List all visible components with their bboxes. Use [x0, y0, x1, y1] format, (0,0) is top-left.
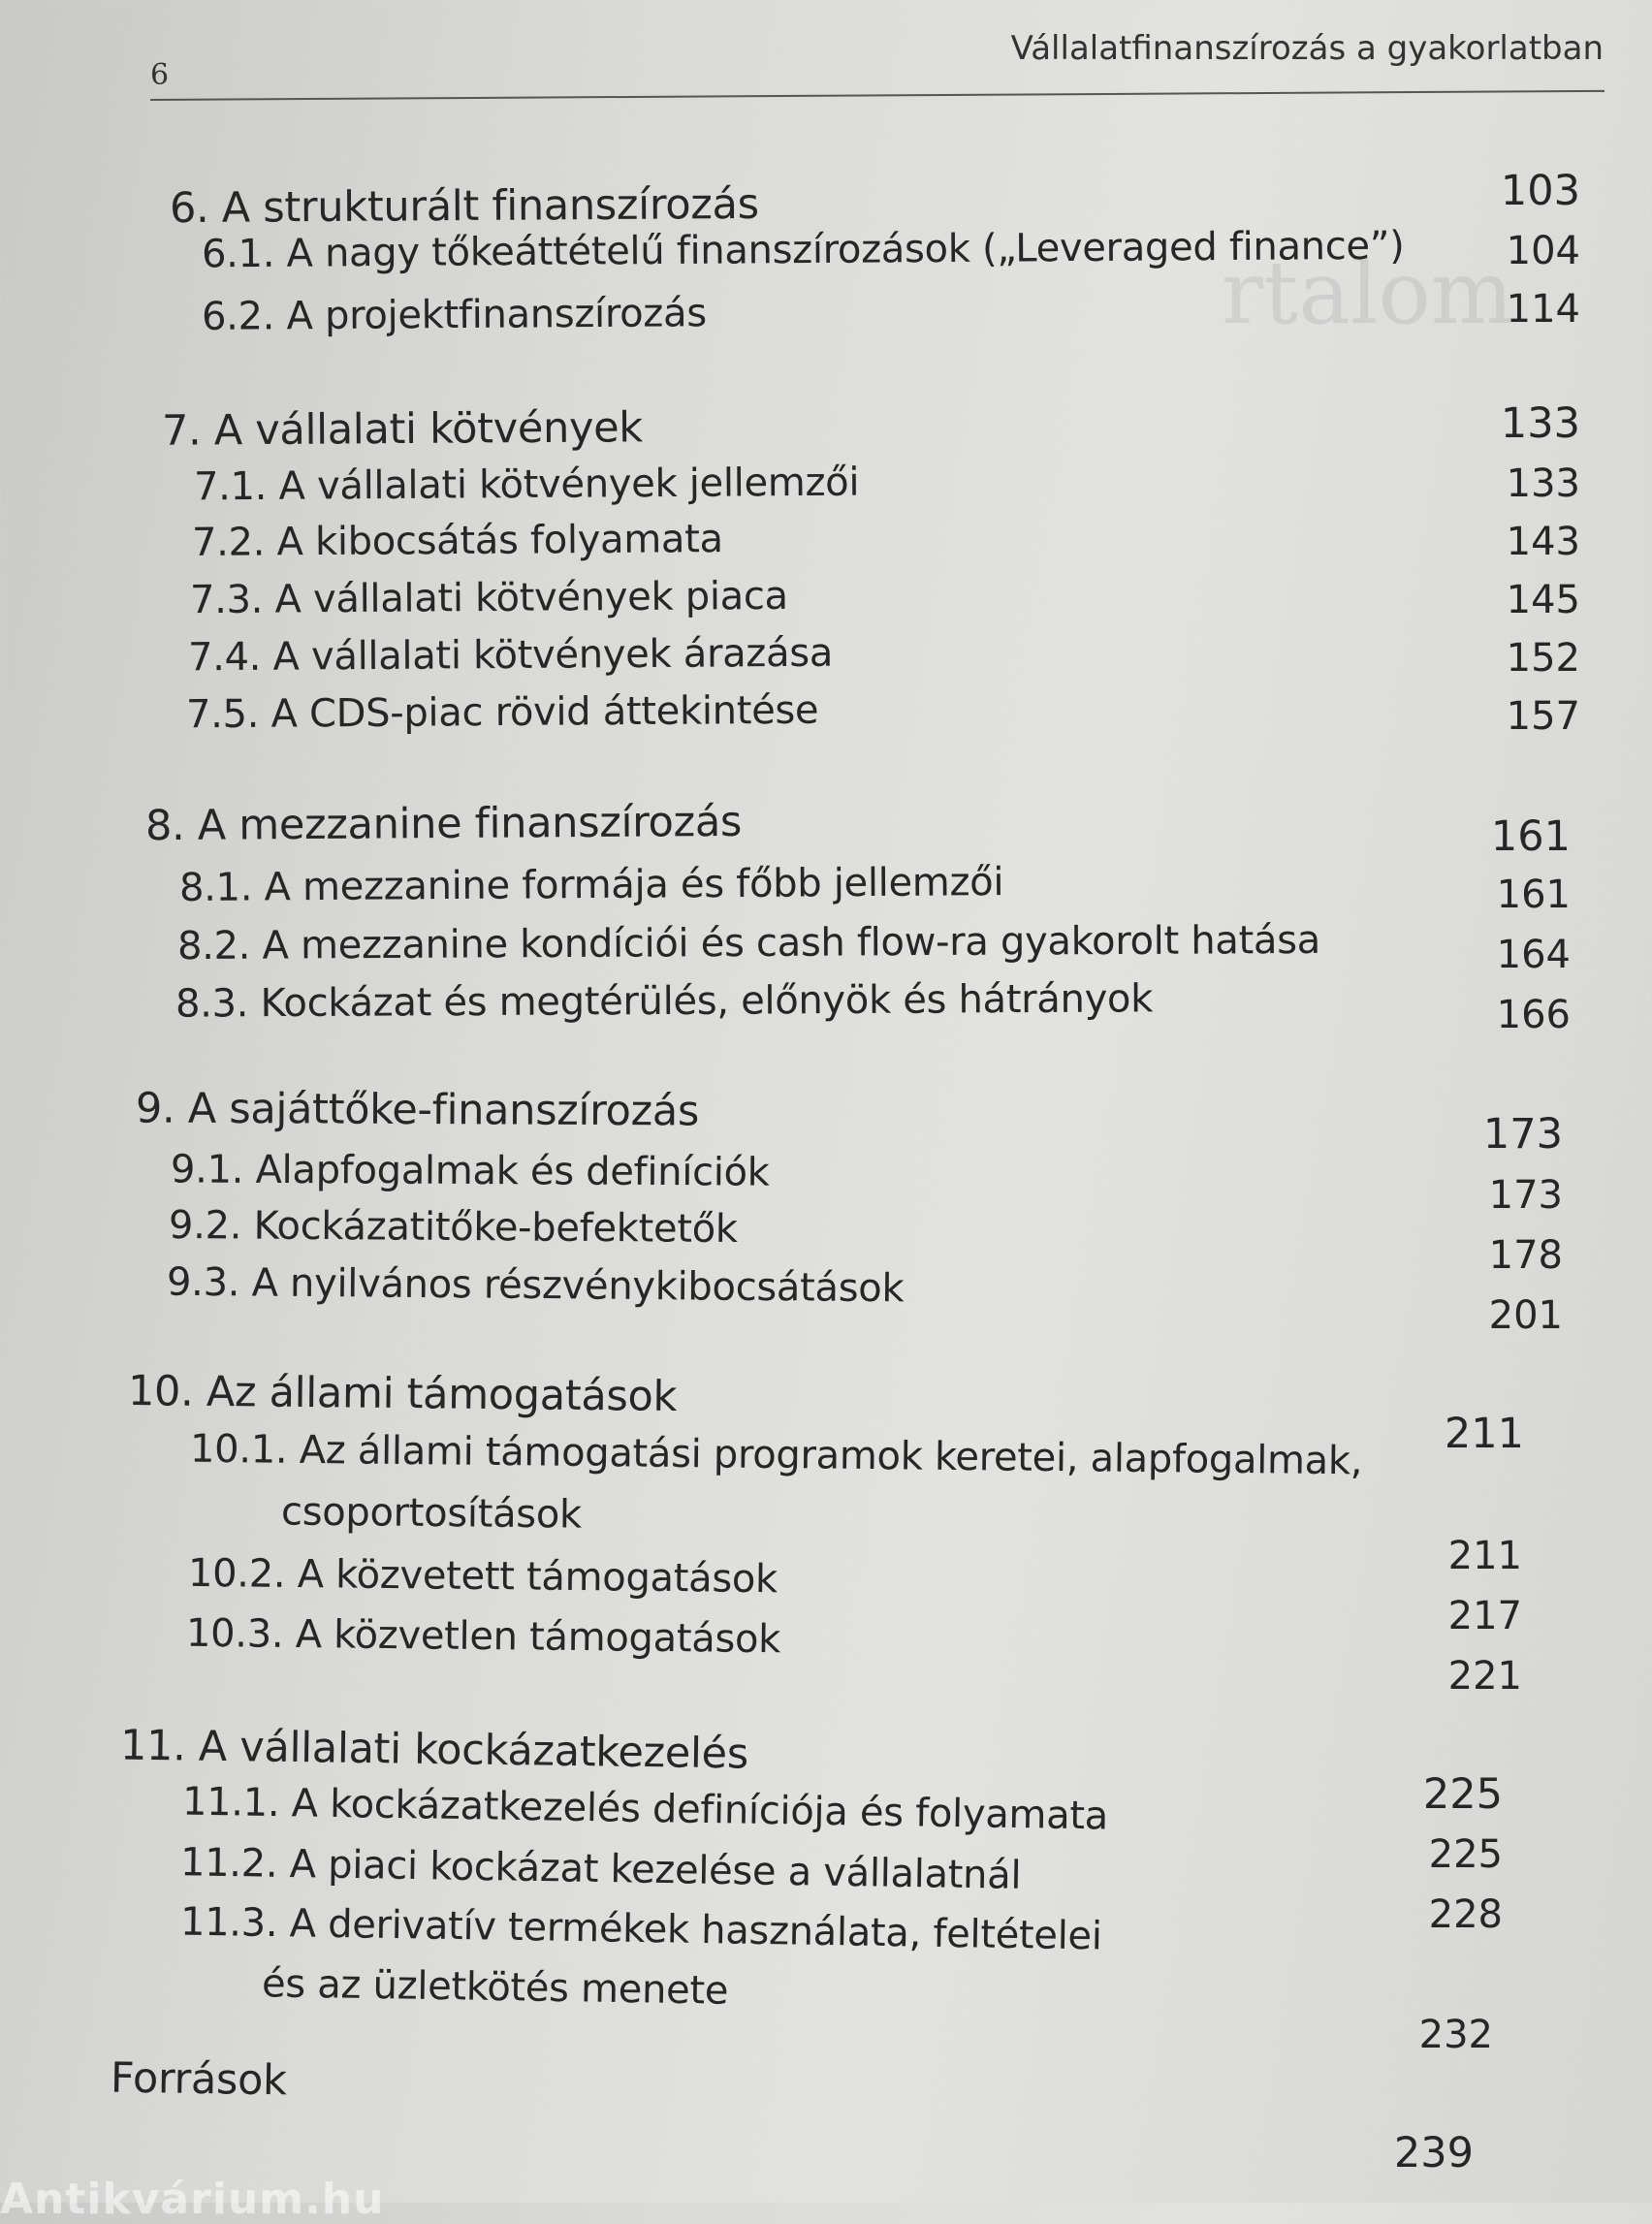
- toc-entry-page: 161: [1496, 873, 1571, 917]
- toc-entry-page: 201: [1488, 1293, 1563, 1338]
- toc-entry-title: 8.1. A mezzanine formája és főbb jellemzői: [178, 860, 1004, 910]
- toc-entry-page: 211: [1444, 1410, 1524, 1458]
- toc-entry-title: 7.1. A vállalati kötvények jellemzői: [193, 460, 860, 510]
- toc-entry-page: 152: [1506, 636, 1580, 681]
- toc-entry-page: 145: [1506, 578, 1580, 622]
- toc-entry-page: 173: [1482, 1110, 1563, 1159]
- toc-entry-title: Források: [110, 2053, 288, 2106]
- toc-entry-title: 8. A mezzanine finanszírozás: [144, 797, 743, 851]
- toc-entry-page: 104: [1506, 229, 1580, 273]
- toc-entry-title: 10.3. A közvetlen támogatások: [185, 1610, 781, 1663]
- toc-entry-title-continued: csoportosítások: [280, 1489, 583, 1538]
- toc-entry-page: 211: [1447, 1534, 1522, 1578]
- toc-entry-page: 225: [1428, 1832, 1503, 1877]
- toc-entry-page: 114: [1506, 287, 1580, 332]
- toc-entry-page: 133: [1500, 399, 1580, 448]
- toc-entry-page: 217: [1447, 1594, 1522, 1638]
- toc-entry-page: 225: [1422, 1770, 1503, 1819]
- toc-entry-page: 103: [1500, 167, 1580, 215]
- toc-entry-page: 239: [1393, 2129, 1474, 2177]
- toc-entry-title: 6.2. A projektfinanszírozás: [201, 291, 707, 339]
- toc-entry-title: 9.2. Kockázatitőke-befektetők: [168, 1202, 738, 1253]
- toc-entry-title: 9. A sajáttőke-finanszírozás: [135, 1084, 700, 1136]
- toc-entry-title: 11.3. A derivatív termékek használata, feltételei: [179, 1899, 1102, 1959]
- bleed-through-text: rtalom: [1222, 242, 1514, 344]
- toc-entry-title: 6. A strukturált finanszírozás: [169, 179, 759, 234]
- toc-entry-title: 8.2. A mezzanine kondíciói és cash flow-ra gyakorolt hatása: [176, 917, 1321, 969]
- toc-entry-title: 7.3. A vállalati kötvények piaca: [189, 573, 788, 623]
- toc-entry-title: 11. A vállalati kockázatkezelés: [119, 1721, 749, 1779]
- toc-entry-page: 133: [1506, 461, 1580, 506]
- toc-entry-title: 11.2. A piaci kockázat kezelése a vállalatnál: [179, 1840, 1022, 1898]
- toc-entry-title: 10.2. A közvetett támogatások: [187, 1550, 778, 1603]
- toc-entry-page: 143: [1506, 520, 1580, 564]
- toc-entry-title: 7.4. A vállalati kötvények árazása: [187, 630, 834, 681]
- toc-entry-page: 164: [1496, 933, 1571, 977]
- toc-entry-title: 7.5. A CDS-piac rövid áttekintése: [185, 687, 819, 738]
- toc-entry-title: 9.3. A nyilvános részvénykibocsátások: [166, 1259, 905, 1312]
- toc-entry-title: 10. Az állami támogatások: [127, 1367, 678, 1421]
- toc-entry-page: 161: [1490, 812, 1571, 861]
- toc-entry-title-continued: és az üzletkötés menete: [261, 1961, 729, 2014]
- toc-entry-page: 232: [1418, 2013, 1493, 2057]
- toc-entry-title: 11.1. A kockázatkezelés definíciója és folyamata: [181, 1779, 1109, 1839]
- watermark: Antikvárium.hu: [0, 2175, 385, 2224]
- toc-entry-title: 10.1. Az állami támogatási programok keretei, alapfogalmak,: [189, 1426, 1363, 1484]
- toc-entry-page: 173: [1488, 1173, 1563, 1218]
- toc-entry-title: 7. A vállalati kötvények: [161, 403, 644, 456]
- toc-entry-title: 6.1. A nagy tőkeáttételű finanszírozások („Leveraged finance”): [201, 223, 1405, 277]
- toc-entry-page: 178: [1488, 1233, 1563, 1278]
- toc-entry-page: 228: [1428, 1892, 1503, 1937]
- page-number: 6: [150, 58, 170, 92]
- toc-entry-title: 8.3. Kockázat és megtérülés, előnyök és hátrányok: [175, 976, 1154, 1027]
- toc-entry-page: 166: [1496, 993, 1571, 1037]
- toc-entry-title: 7.2. A kibocsátás folyamata: [191, 517, 723, 565]
- running-header: Vállalatfinanszírozás a gyakorlatban: [1010, 29, 1604, 68]
- toc-entry-page: 221: [1447, 1654, 1522, 1699]
- toc-entry-title: 9.1. Alapfogalmak és definíciók: [170, 1147, 770, 1195]
- toc-entry-page: 157: [1506, 694, 1580, 739]
